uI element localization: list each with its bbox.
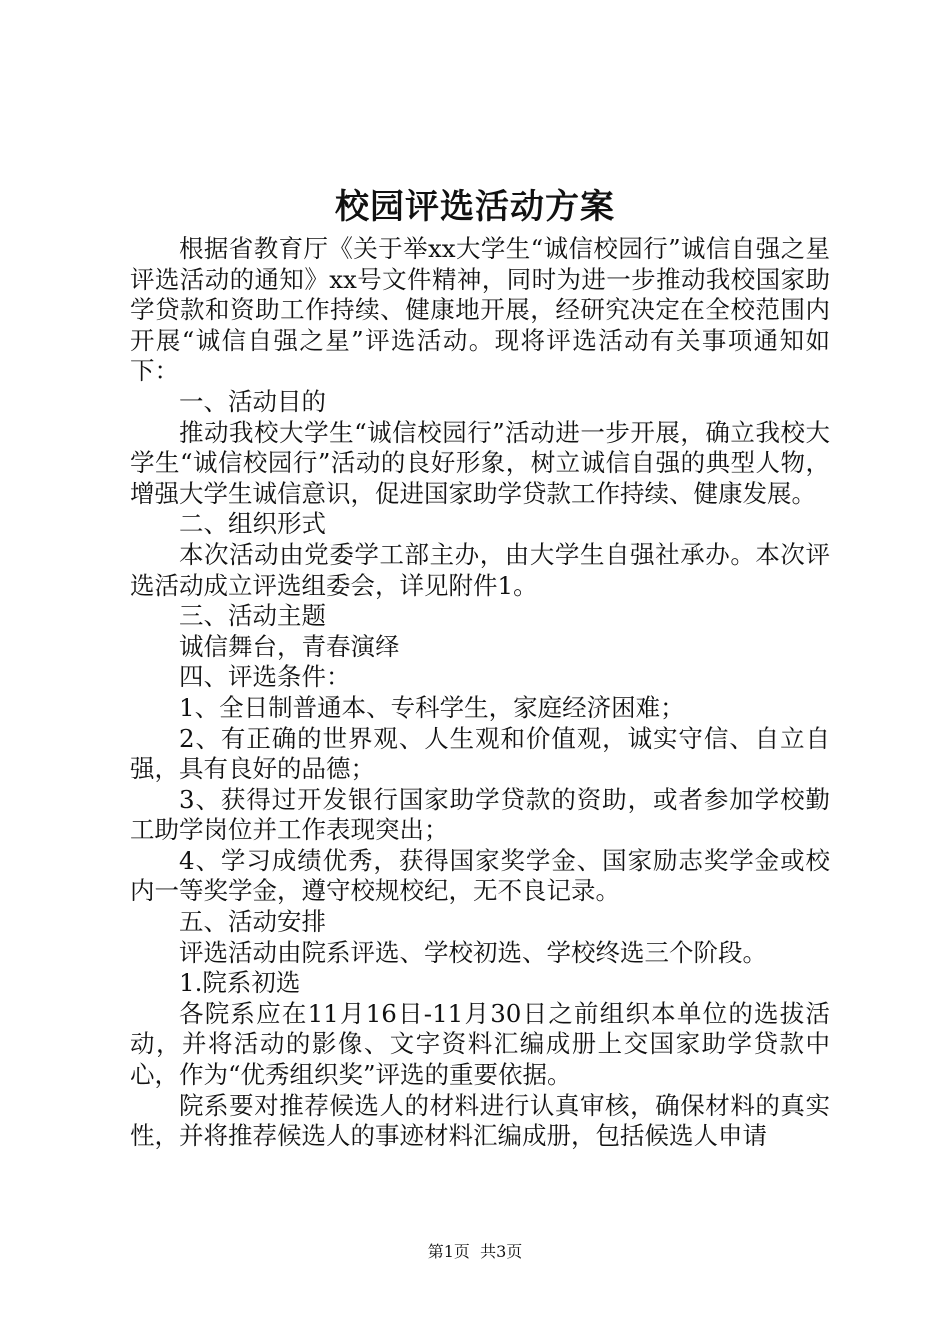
criteria-item-3: 3、获得过开发银行国家助学贷款的资助，或者参加学校勤工助学岗位并工作表现突出； <box>130 784 830 845</box>
section-heading-criteria: 四、评选条件： <box>179 662 351 692</box>
paragraph-purpose: 推动我校大学生“诚信校园行”活动进一步开展，确立我校大学生“诚信校园行”活动的良好形象，树立诚信自强的典型人物，增强大学生诚信意识，促进国家助学贷款工作持续、健康发展。 <box>130 417 830 508</box>
document-title: 校园评选活动方案 <box>335 187 615 227</box>
page-total: 共3页 <box>480 1242 523 1261</box>
section-heading-schedule: 五、活动安排 <box>179 907 326 937</box>
subheading-department-selection: 1.院系初选 <box>179 968 301 998</box>
paragraph-review: 院系要对推荐候选人的材料进行认真审核，确保材料的真实性，并将推荐候选人的事迹材料汇编成册，包括候选人申请 <box>130 1090 830 1151</box>
paragraph-intro: 根据省教育厅《关于举xx大学生“诚信校园行”诚信自强之星评选活动的通知》xx号文件精神，同时为进一步推动我校国家助学贷款和资助工作持续、健康地开展，经研究决定在全校范围内开展“诚信自强之星”评选活动。现将评选活动有关事项通知如下： <box>130 234 830 386</box>
section-heading-organization: 二、组织形式 <box>179 509 326 539</box>
section-heading-theme: 三、活动主题 <box>179 601 326 631</box>
paragraph-schedule: 评选活动由院系评选、学校初选、学校终选三个阶段。 <box>179 937 767 967</box>
criteria-item-1: 1、全日制普通本、专科学生，家庭经济困难； <box>179 692 685 722</box>
page-number: 第1页 <box>427 1242 470 1261</box>
page-footer <box>0 1240 950 1264</box>
criteria-item-2: 2、有正确的世界观、人生观和价值观，诚实守信、自立自强，具有良好的品德； <box>130 723 830 784</box>
paragraph-theme: 诚信舞台，青春演绎 <box>179 631 400 661</box>
paragraph-department-selection: 各院系应在11月16日-11月30日之前组织本单位的选拔活动，并将活动的影像、文字资料汇编成册上交国家助学贷款中心，作为“优秀组织奖”评选的重要依据。 <box>130 998 830 1090</box>
paragraph-organization: 本次活动由党委学工部主办，由大学生自强社承办。本次评选活动成立评选组委会，详见附件1。 <box>130 539 830 600</box>
document-body <box>130 234 830 1152</box>
section-heading-purpose: 一、活动目的 <box>179 386 326 416</box>
criteria-item-4: 4、学习成绩优秀，获得国家奖学金、国家励志奖学金或校内一等奖学金，遵守校规校纪，无不良记录。 <box>130 845 830 906</box>
